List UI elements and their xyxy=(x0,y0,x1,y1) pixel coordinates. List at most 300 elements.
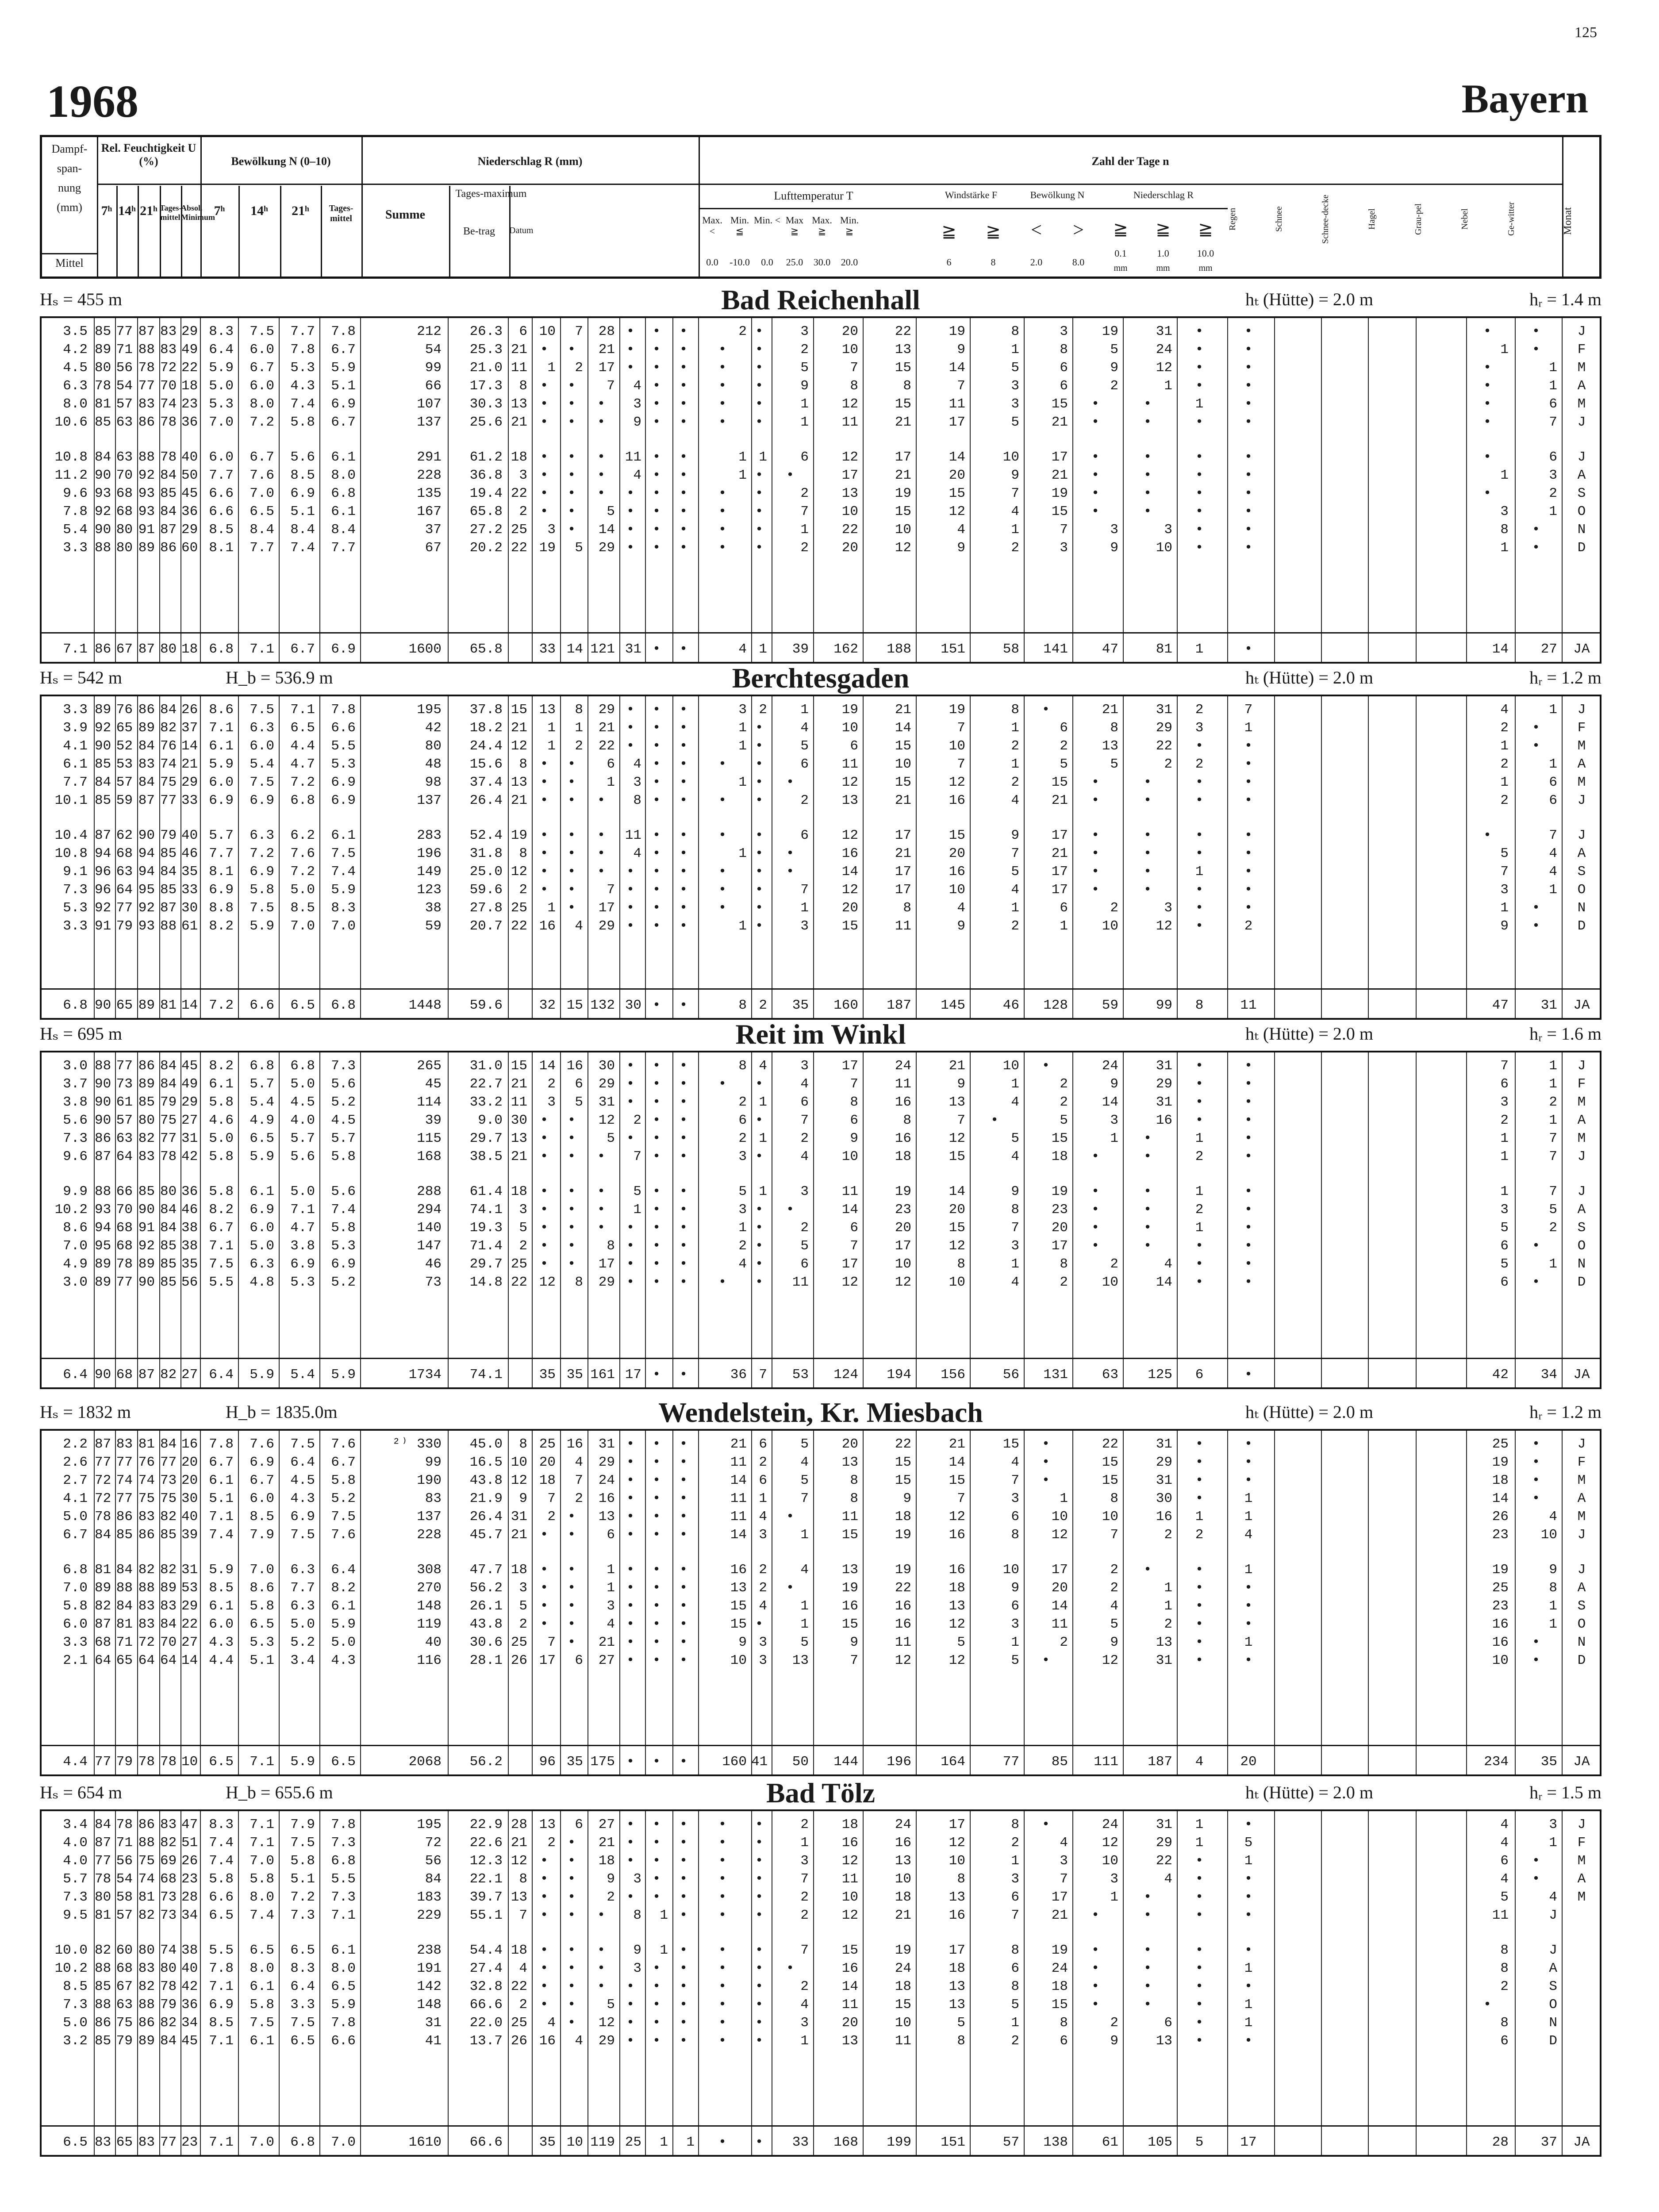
table-cell: 29 xyxy=(598,1076,615,1092)
table-cell: 3 xyxy=(1060,540,1068,556)
header-subdivider xyxy=(160,186,161,276)
table-cell: 11 xyxy=(511,1094,527,1110)
table-cell: 5.9 xyxy=(331,360,356,376)
table-cell: 39.7 xyxy=(469,1889,503,1905)
table-cell: 88 xyxy=(95,540,111,556)
table-cell: 137 xyxy=(417,793,442,808)
table-cell: 1610 xyxy=(408,2135,442,2150)
table-cell: • xyxy=(597,396,606,412)
table-cell: 70 xyxy=(160,378,177,394)
table-cell: J xyxy=(1577,1058,1586,1074)
table-cell: • xyxy=(567,1509,576,1525)
table-cell: 5.8 xyxy=(209,1871,234,1887)
table-cell: 5.0 xyxy=(331,1635,356,1650)
table-cell: • xyxy=(755,2015,764,2031)
lt-threshold: 20.0 xyxy=(841,257,858,268)
table-cell: 1 xyxy=(1011,1635,1019,1650)
table-cell: 116 xyxy=(417,1653,442,1668)
table-cell: • xyxy=(755,1149,764,1164)
table-cell: 4 xyxy=(738,641,747,657)
table-cell: M xyxy=(1577,360,1586,376)
table-cell: • xyxy=(626,1238,635,1254)
table-cell: • xyxy=(567,1835,576,1851)
table-cell: 12 xyxy=(949,775,965,790)
lufttemp-label: Lufttemperatur T xyxy=(774,189,853,202)
table-cell: 66.6 xyxy=(469,2135,503,2150)
table-cell: • xyxy=(679,1908,688,1923)
table-cell: 1 xyxy=(1195,1509,1204,1525)
table-cell: 11 xyxy=(841,1997,858,2012)
table-cell: 19 xyxy=(949,324,965,339)
table-cell: 4 xyxy=(1549,1889,1557,1905)
table-cell: • xyxy=(540,1256,549,1272)
table-cell: 24 xyxy=(895,1058,911,1074)
table-cell: 35 xyxy=(566,1754,583,1770)
table-cell: • xyxy=(1244,1653,1253,1668)
table-cell: 27 xyxy=(181,1113,198,1128)
month-row xyxy=(42,323,1600,340)
table-cell: 1 xyxy=(1244,1635,1253,1650)
month-row xyxy=(42,827,1600,844)
table-cell: 22 xyxy=(895,1580,911,1596)
table-cell: 6.5 xyxy=(250,1131,274,1146)
table-cell: 74 xyxy=(138,1473,155,1488)
table-cell: 6.6 xyxy=(331,2033,356,2049)
month-row xyxy=(42,1274,1600,1291)
table-cell: 2 xyxy=(800,1220,809,1236)
table-cell: 19 xyxy=(1492,1455,1509,1470)
table-cell: 16 xyxy=(841,1835,858,1851)
table-cell: • xyxy=(755,1202,764,1217)
table-cell: 23 xyxy=(181,1871,198,1887)
table-cell: • xyxy=(1195,486,1204,501)
table-cell: 74 xyxy=(160,1943,177,1958)
table-cell: 99 xyxy=(425,1455,442,1470)
table-cell: 46 xyxy=(181,846,198,861)
table-cell: 5.8 xyxy=(331,1149,356,1164)
table-cell: 3 xyxy=(607,1598,615,1614)
table-cell: • xyxy=(1244,900,1253,916)
table-cell: 82 xyxy=(160,1835,177,1851)
table-cell: • xyxy=(1244,522,1253,538)
table-cell: 29 xyxy=(598,1275,615,1290)
table-cell: • xyxy=(718,486,727,501)
table-cell: 3 xyxy=(738,1202,747,1217)
table-cell: 1 xyxy=(759,1094,767,1110)
table-cell: • xyxy=(567,1256,576,1272)
table-cell: • xyxy=(1143,1562,1152,1578)
table-cell: • xyxy=(718,793,727,808)
table-cell: 22.1 xyxy=(469,1871,503,1887)
table-cell: 7 xyxy=(607,882,615,898)
header-line xyxy=(97,184,200,185)
table-cell: 1 xyxy=(575,720,583,736)
table-cell: 6.0 xyxy=(250,1220,274,1236)
table-cell: • xyxy=(652,641,661,657)
table-cell: 27.4 xyxy=(469,1961,503,1976)
table-cell: 6.9 xyxy=(331,793,356,808)
table-cell: • xyxy=(540,1889,549,1905)
table-cell: 5 xyxy=(575,540,583,556)
table-cell: 14 xyxy=(949,360,965,376)
table-cell: 8 xyxy=(1060,1256,1068,1272)
table-cell: 7.1 xyxy=(290,702,315,718)
table-cell: 105 xyxy=(1148,2135,1172,2150)
table-cell: 4 xyxy=(957,900,965,916)
table-cell: • xyxy=(1091,1238,1100,1254)
table-cell: 7.0 xyxy=(63,1238,88,1254)
table-cell: • xyxy=(567,1149,576,1164)
table-cell: • xyxy=(755,1835,764,1851)
station-section xyxy=(40,1020,1601,1391)
table-cell: 20 xyxy=(181,1455,198,1470)
table-cell: • xyxy=(755,1256,764,1272)
table-cell: 77 xyxy=(95,1455,111,1470)
table-cell: 7.4 xyxy=(331,1202,356,1217)
table-cell: • xyxy=(679,468,688,483)
table-cell: 45 xyxy=(181,1058,198,1074)
table-cell: 3 xyxy=(633,1871,641,1887)
table-cell: 22 xyxy=(511,540,527,556)
table-cell: • xyxy=(540,1113,549,1128)
table-cell: 6 xyxy=(1060,900,1068,916)
table-cell: 12 xyxy=(598,1113,615,1128)
table-cell: • xyxy=(1483,828,1492,843)
table-cell: 4 xyxy=(1500,1871,1509,1887)
table-cell: 17 xyxy=(841,1058,858,1074)
table-cell: • xyxy=(718,864,727,879)
table-cell: 7.4 xyxy=(290,396,315,412)
table-cell: 5.0 xyxy=(63,2015,88,2031)
table-cell: 8.6 xyxy=(209,702,234,718)
table-cell: 15 xyxy=(895,775,911,790)
table-cell: 7 xyxy=(575,324,583,339)
table-cell: 21 xyxy=(895,1908,911,1923)
table-cell: 3.3 xyxy=(63,540,88,556)
monat-label: Monat xyxy=(1562,207,1574,235)
month-row xyxy=(42,1978,1600,1995)
table-cell: 156 xyxy=(941,1367,965,1382)
table-cell: 6.9 xyxy=(250,1455,274,1470)
table-cell: 7.7 xyxy=(250,540,274,556)
table-cell: • xyxy=(718,1979,727,1994)
table-cell: 15 xyxy=(511,1058,527,1074)
table-cell: 6.2 xyxy=(290,828,315,843)
month-row xyxy=(42,1634,1600,1651)
table-cell: 22 xyxy=(895,1436,911,1452)
table-cell: • xyxy=(652,998,661,1013)
table-cell: • xyxy=(1532,1238,1540,1254)
table-cell: 160 xyxy=(722,1754,747,1770)
table-cell: 30.6 xyxy=(469,1635,503,1650)
table-cell: 93 xyxy=(95,486,111,501)
table-cell: 6.0 xyxy=(63,1617,88,1632)
annual-row xyxy=(42,1367,1600,1383)
table-cell: • xyxy=(1483,324,1492,339)
table-cell: • xyxy=(626,1527,635,1543)
table-cell: • xyxy=(679,1835,688,1851)
table-cell: • xyxy=(786,1961,795,1976)
table-cell: 69 xyxy=(160,1853,177,1869)
table-cell: 31 xyxy=(1156,1817,1172,1832)
table-cell: 9 xyxy=(607,1871,615,1887)
table-cell: 70 xyxy=(116,468,133,483)
table-cell: 15 xyxy=(841,1617,858,1632)
table-cell: • xyxy=(679,1979,688,1994)
table-cell: • xyxy=(1091,504,1100,519)
table-cell: 63 xyxy=(116,864,133,879)
table-cell: • xyxy=(1195,1562,1204,1578)
betrag-label: Be-trag xyxy=(463,226,495,237)
table-cell: 7.6 xyxy=(250,468,274,483)
table-cell: 5 xyxy=(1011,1997,1019,2012)
table-cell: 71 xyxy=(116,1835,133,1851)
table-cell: 10 xyxy=(730,1653,747,1668)
table-cell: 56 xyxy=(425,1853,442,1869)
table-cell: 95 xyxy=(95,1238,111,1254)
table-cell: 6 xyxy=(607,757,615,772)
table-cell: 37 xyxy=(1540,2135,1557,2150)
table-cell: 144 xyxy=(833,1754,858,1770)
table-cell: • xyxy=(567,1943,576,1958)
table-cell: 26 xyxy=(511,1653,527,1668)
table-cell: 31.8 xyxy=(469,846,503,861)
table-cell: 10 xyxy=(841,720,858,736)
table-cell: 18 xyxy=(539,1473,556,1488)
table-cell: • xyxy=(597,864,606,879)
table-cell: 83 xyxy=(138,1961,155,1976)
table-cell: 50 xyxy=(792,1754,809,1770)
table-cell: 1 xyxy=(1195,1184,1204,1199)
table-cell: 15 xyxy=(1051,1131,1068,1146)
annual-rule xyxy=(42,988,1600,990)
table-cell: 34 xyxy=(1540,1367,1557,1382)
table-cell: 3 xyxy=(1011,396,1019,412)
table-cell: • xyxy=(1532,1455,1540,1470)
table-cell: • xyxy=(652,1961,661,1976)
table-cell: 31 xyxy=(625,641,641,657)
table-cell: 26 xyxy=(181,702,198,718)
table-cell: 10.1 xyxy=(54,793,88,808)
table-cell: 88 xyxy=(160,918,177,934)
table-cell: 88 xyxy=(138,1997,155,2012)
table-cell: 26.1 xyxy=(469,1598,503,1614)
table-cell: 67 xyxy=(425,540,442,556)
table-cell: 47 xyxy=(1492,998,1509,1013)
month-row xyxy=(42,378,1600,395)
table-cell: 168 xyxy=(417,1149,442,1164)
table-cell: • xyxy=(567,1131,576,1146)
table-cell: 5.9 xyxy=(331,1997,356,2012)
month-row xyxy=(42,720,1600,737)
month-row xyxy=(42,1835,1600,1851)
table-cell: • xyxy=(1091,1149,1100,1164)
table-cell: 90 xyxy=(95,522,111,538)
table-cell: 10 xyxy=(539,324,556,339)
table-cell: 2 xyxy=(1195,1202,1204,1217)
table-cell: 77 xyxy=(160,1131,177,1146)
table-cell: • xyxy=(1041,1653,1050,1668)
header-line xyxy=(699,184,1562,185)
table-cell: 8 xyxy=(903,900,911,916)
table-cell: 9 xyxy=(1500,918,1509,934)
table-cell: 2 xyxy=(759,702,767,718)
station-header xyxy=(40,1020,1601,1051)
table-cell: • xyxy=(718,360,727,376)
table-cell: 2 xyxy=(1164,1617,1172,1632)
table-cell: 187 xyxy=(887,998,911,1013)
annual-row xyxy=(42,997,1600,1014)
datum-label: Datum xyxy=(509,226,534,235)
table-cell: 18 xyxy=(511,1943,527,1958)
annual-rule xyxy=(42,1745,1600,1746)
table-cell: 16 xyxy=(949,1527,965,1543)
table-cell: 3.8 xyxy=(63,1094,88,1110)
table-cell: 29 xyxy=(181,522,198,538)
table-cell: 7.2 xyxy=(209,998,234,1013)
table-cell: A xyxy=(1577,846,1586,861)
table-cell: 82 xyxy=(95,1598,111,1614)
table-cell: 2 xyxy=(519,882,527,898)
table-cell: 18 xyxy=(895,1889,911,1905)
table-cell: 72 xyxy=(425,1835,442,1851)
table-cell: 5.1 xyxy=(331,378,356,394)
nr-threshold: 1.0 xyxy=(1157,248,1169,259)
table-cell: 18 xyxy=(1051,1149,1068,1164)
table-cell: • xyxy=(540,1580,549,1596)
table-cell: 74 xyxy=(160,757,177,772)
table-cell: 37.8 xyxy=(469,702,503,718)
table-cell: 29 xyxy=(181,1094,198,1110)
table-cell: • xyxy=(1244,1220,1253,1236)
table-cell: 14 xyxy=(1102,1094,1118,1110)
table-cell: 10 xyxy=(841,1889,858,1905)
table-cell: 21 xyxy=(949,1058,965,1074)
table-cell: 84 xyxy=(160,864,177,879)
header-subdivider xyxy=(238,186,240,276)
table-cell: 1 xyxy=(800,1527,809,1543)
table-cell: 21 xyxy=(1051,468,1068,483)
table-cell: • xyxy=(679,1617,688,1632)
table-cell: 7 xyxy=(1060,1871,1068,1887)
table-cell: • xyxy=(652,342,661,357)
windstaerke-label: Windstärke F xyxy=(945,189,998,200)
table-cell: 56 xyxy=(116,360,133,376)
table-cell: 4 xyxy=(1011,1275,1019,1290)
table-cell: 12 xyxy=(841,396,858,412)
table-cell: 80 xyxy=(95,1889,111,1905)
table-cell: 30 xyxy=(511,1113,527,1128)
table-cell: 84 xyxy=(116,1562,133,1578)
table-cell: 87 xyxy=(138,641,155,657)
table-cell: 22 xyxy=(841,522,858,538)
table-cell: 90 xyxy=(95,1094,111,1110)
table-cell: 20 xyxy=(949,1202,965,1217)
table-cell: 1 xyxy=(738,468,747,483)
table-cell: 65.8 xyxy=(469,504,503,519)
table-cell: 84 xyxy=(160,702,177,718)
summe-label: Summe xyxy=(385,208,426,222)
table-cell: 5.9 xyxy=(331,882,356,898)
table-cell: D xyxy=(1549,2033,1557,2049)
table-cell: • xyxy=(567,775,576,790)
table-cell: 47.7 xyxy=(469,1562,503,1578)
table-cell: • xyxy=(1041,1817,1050,1832)
table-cell: 4 xyxy=(633,378,641,394)
table-cell: 13 xyxy=(841,2033,858,2049)
table-cell: M xyxy=(1577,738,1586,754)
month-row xyxy=(42,1112,1600,1129)
table-cell: 2068 xyxy=(408,1754,442,1770)
table-cell: 14 xyxy=(730,1473,747,1488)
table-cell: 74 xyxy=(160,396,177,412)
table-cell: 15 xyxy=(895,360,911,376)
table-cell: 23 xyxy=(895,1202,911,1217)
table-cell: 13 xyxy=(511,775,527,790)
table-cell: 6.1 xyxy=(331,449,356,465)
table-cell: 89 xyxy=(95,342,111,357)
table-cell: JA xyxy=(1573,1367,1590,1382)
table-cell: 5 xyxy=(575,1094,583,1110)
table-cell: 16 xyxy=(566,1436,583,1452)
table-cell: A xyxy=(1549,1961,1557,1976)
table-cell: • xyxy=(679,396,688,412)
table-cell: 21 xyxy=(511,415,527,430)
table-cell: 20 xyxy=(949,846,965,861)
table-cell: 19.3 xyxy=(469,1220,503,1236)
table-cell: • xyxy=(755,1275,764,1290)
table-cell: 6 xyxy=(1500,2033,1509,2049)
table-cell: 2 xyxy=(1110,1562,1118,1578)
table-cell: 7.2 xyxy=(290,864,315,879)
table-cell: • xyxy=(626,918,635,934)
table-cell: • xyxy=(786,1509,795,1525)
table-cell: 29 xyxy=(598,540,615,556)
table-cell: F xyxy=(1577,720,1586,736)
table-cell: • xyxy=(1143,1943,1152,1958)
table-cell: 4.6 xyxy=(209,1113,234,1128)
month-row xyxy=(42,1202,1600,1218)
table-cell: • xyxy=(1244,378,1253,394)
table-cell: 5 xyxy=(1500,1256,1509,1272)
table-cell: 5 xyxy=(1244,1835,1253,1851)
table-cell: 7 xyxy=(957,1491,965,1506)
table-cell: 10 xyxy=(1051,1509,1068,1525)
table-cell: 6.4 xyxy=(209,342,234,357)
table-cell: 21 xyxy=(511,1149,527,1164)
lt-threshold: 30.0 xyxy=(813,257,831,268)
table-cell xyxy=(1562,2033,1601,2050)
table-cell: J xyxy=(1549,1943,1557,1958)
column-header xyxy=(40,135,1601,279)
table-cell: 7.5 xyxy=(290,1527,315,1543)
table-cell: 54.4 xyxy=(469,1943,503,1958)
phen-label: Grau-pel xyxy=(1413,203,1423,235)
month-row xyxy=(42,1907,1600,1924)
table-cell: 20 xyxy=(895,1220,911,1236)
table-cell: 85 xyxy=(160,486,177,501)
table-cell: 53 xyxy=(181,1580,198,1596)
table-cell: 1 xyxy=(1244,1961,1253,1976)
table-cell: • xyxy=(597,828,606,843)
table-cell: • xyxy=(1244,342,1253,357)
table-cell: 38 xyxy=(181,1943,198,1958)
header-subdivider xyxy=(280,186,281,276)
table-cell: 19 xyxy=(895,1562,911,1578)
table-cell: • xyxy=(1532,1275,1540,1290)
table-cell: 1 xyxy=(1011,720,1019,736)
table-cell: • xyxy=(567,378,576,394)
